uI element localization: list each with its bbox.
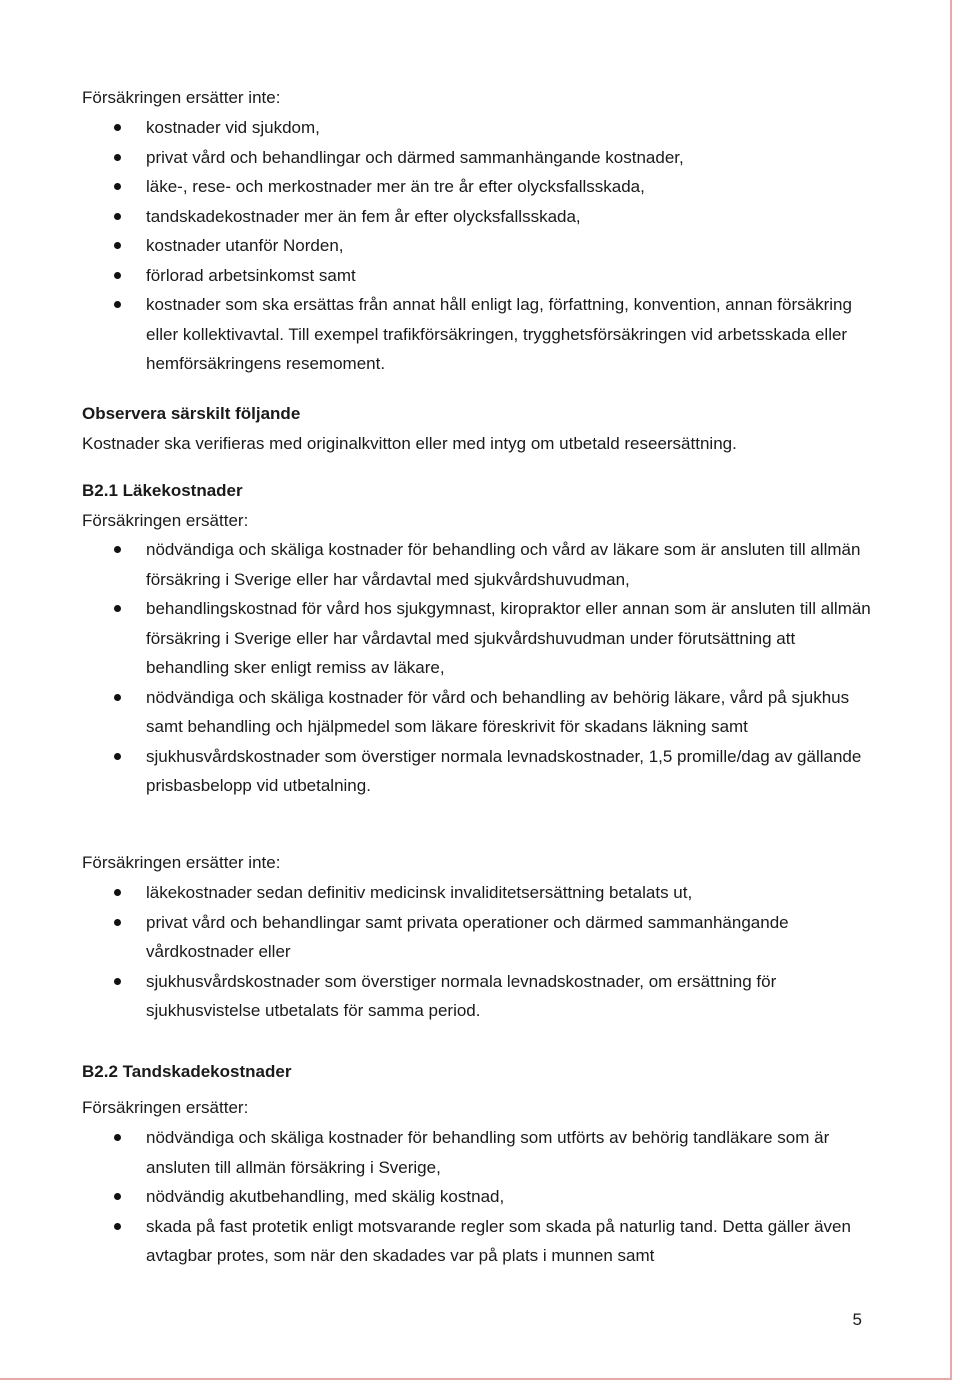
list-item-text: kostnader utanför Norden,	[146, 236, 344, 255]
list-item-text: nödvändiga och skäliga kostnader för behandling som utförts av behörig tandläkare som är ansluten till allmän försäkring i Sverige,	[146, 1128, 830, 1177]
bullet-icon	[114, 301, 121, 308]
list-item-text: sjukhusvårdskostnader som överstiger normala levnadskostnader, 1,5 promille/dag av gällande prisbasbelopp vid utbetalning.	[146, 746, 862, 795]
list-item	[82, 172, 872, 202]
b22-covers-list	[82, 1123, 872, 1271]
list-item	[82, 535, 872, 594]
list-item-text: sjukhusvårdskostnader som överstiger normala levnadskostnader, om ersättning för sjukhusvistelse utbetalats för samma period.	[146, 971, 777, 1020]
list-item-text: tandskadekostnader mer än fem år efter olycksfallsskada,	[146, 206, 581, 226]
list-item	[82, 261, 872, 291]
bullet-icon	[114, 1223, 121, 1230]
list-item-text: behandlingskostnad för vård hos sjukgymnast, kiropraktor eller annan som är ansluten till allmän försäkring i Sverige eller har vårdavtal med sjukvårdshuvudman under förutsättning att behandling sker enligt remiss av läkare,	[146, 599, 871, 677]
b21-title: B2.1 Läkekostnader	[82, 481, 243, 500]
bullet-icon	[114, 546, 121, 553]
list-item-text: privat vård och behandlingar samt privata operationer och därmed sammanhängande vårdkostnader eller	[146, 912, 789, 961]
list-item	[82, 290, 872, 379]
bullet-icon	[114, 183, 121, 190]
list-item-text: läkekostnader sedan definitiv medicinsk invaliditetsersättning betalats ut,	[146, 883, 693, 902]
list-item	[82, 1182, 872, 1212]
bullet-icon	[114, 1134, 121, 1141]
bullet-icon	[114, 978, 121, 985]
bullet-icon	[114, 919, 121, 926]
bullet-icon	[114, 694, 121, 701]
list-item	[82, 231, 872, 261]
observe-title: Observera särskilt följande	[82, 404, 301, 423]
b22-covers-heading: Försäkringen ersätter:	[82, 1098, 249, 1117]
b21-covers-list	[82, 535, 872, 801]
bullet-icon	[114, 154, 121, 161]
list-item	[82, 967, 872, 1026]
list-item	[82, 683, 872, 742]
bullet-icon	[114, 242, 121, 249]
section1-list	[82, 113, 872, 379]
list-item-text: nödvändig akutbehandling, med skälig kostnad,	[146, 1187, 505, 1206]
list-item	[82, 202, 872, 232]
list-item-text: nödvändiga och skäliga kostnader för behandling och vård av läkare som är ansluten till allmän försäkring i Sverige eller har vårdavtal med sjukvårdshuvudman,	[146, 540, 861, 589]
list-item	[82, 908, 872, 967]
bullet-icon	[114, 753, 121, 760]
list-item-text: nödvändiga och skäliga kostnader för vård och behandling av behörig läkare, vård på sjukhus samt behandling och hjälpmedel som läkare föreskrivit för skadans läkning samt	[146, 687, 850, 736]
list-item-text: kostnader som ska ersättas från annat håll enligt lag, författning, konvention, annan försäkring eller kollektivavtal. Till exempel trafikförsäkringen, trygghetsförsäkringen vid arbetsskada eller hemförsäkringens resemoment.	[146, 295, 852, 373]
b21-covers-heading: Försäkringen ersätter:	[82, 511, 249, 530]
list-item	[82, 1123, 872, 1182]
bullet-icon	[114, 605, 121, 612]
list-item	[82, 878, 872, 908]
list-item	[82, 742, 872, 801]
list-item-text: läke-, rese- och merkostnader mer än tre år efter olycksfallsskada,	[146, 177, 645, 196]
list-item-text: förlorad arbetsinkomst samt	[146, 265, 356, 285]
bullet-icon	[114, 889, 121, 896]
bullet-icon	[114, 1193, 121, 1200]
list-item	[82, 594, 872, 683]
section1-heading: Försäkringen ersätter inte:	[82, 88, 281, 107]
page-number: 5	[852, 1310, 862, 1329]
list-item	[82, 1212, 872, 1271]
list-item-text: kostnader vid sjukdom,	[146, 118, 320, 137]
b22-title: B2.2 Tandskadekostnader	[82, 1062, 292, 1081]
bullet-icon	[114, 272, 121, 279]
list-item-text: skada på fast protetik enligt motsvarande regler som skada på naturlig tand. Detta gäller även avtagbar protes, som när den skadades var på plats i munnen samt	[146, 1216, 851, 1265]
list-item	[82, 113, 872, 143]
bullet-icon	[114, 213, 121, 220]
list-item-text: privat vård och behandlingar och därmed sammanhängande kostnader,	[146, 147, 684, 167]
observe-text: Kostnader ska verifieras med originalkvitton eller med intyg om utbetald reseersättning.	[82, 434, 737, 453]
b21-excludes-heading: Försäkringen ersätter inte:	[82, 853, 281, 872]
b21-excludes-list	[82, 878, 872, 1026]
bullet-icon	[114, 124, 121, 131]
list-item	[82, 143, 872, 173]
